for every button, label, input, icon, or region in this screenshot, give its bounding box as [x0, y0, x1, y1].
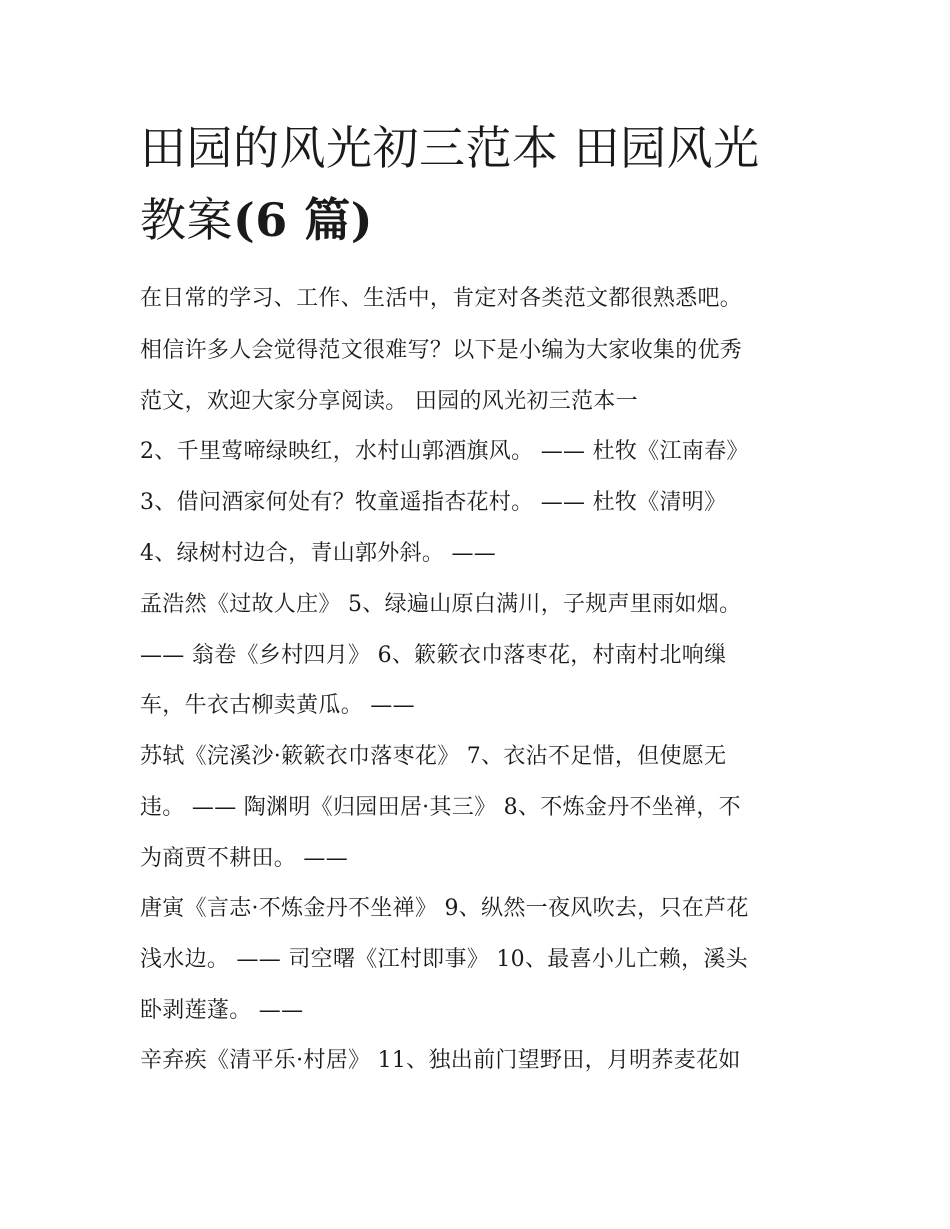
paragraph-line: 车，牛衣古柳卖黄瓜。 ——	[140, 693, 415, 718]
paragraph-line: 4、绿树村边合，青山郭外斜。 ——	[140, 541, 497, 566]
paragraph-line: 卧剥莲蓬。 ——	[140, 998, 304, 1023]
paragraph-line: 唐寅《言志·不炼金丹不坐禅》 9、纵然一夜风吹去，只在芦花	[140, 896, 749, 921]
paragraph-line: —— 翁卷《乡村四月》 6、簌簌衣巾落枣花，村南村北响缫	[140, 643, 727, 668]
title-line-2-prefix: 教案	[140, 193, 233, 247]
paragraph-line: 孟浩然《过故人庄》 5、绿遍山原白满川，子规声里雨如烟。	[140, 592, 742, 617]
paragraph-line: 相信许多人会觉得范文很难写？以下是小编为大家收集的优秀	[140, 338, 743, 363]
paragraph-line: 3、借问酒家何处有？牧童遥指杏花村。 —— 杜牧《清明》	[140, 490, 727, 515]
paragraph-line: 浅水边。 —— 司空曙《江村即事》 10、最喜小儿亡赖，溪头	[140, 947, 748, 972]
paragraph-line: 为商贾不耕田。 ——	[140, 846, 348, 871]
title-line-2-count: (6 篇)	[233, 193, 374, 247]
paragraph-line: 苏轼《浣溪沙·簌簌衣巾落枣花》 7、衣沾不足惜，但使愿无	[140, 744, 727, 769]
paragraph-line: 违。 —— 陶渊明《归园田居·其三》 8、不炼金丹不坐禅，不	[140, 795, 741, 820]
paragraph-line: 范文，欢迎大家分享阅读。 田园的风光初三范本一	[140, 389, 638, 414]
title-line-1: 田园的风光初三范本 田园风光	[140, 121, 760, 175]
paragraph-line: 在日常的学习、工作、生活中，肯定对各类范文都很熟悉吧。	[140, 286, 743, 311]
document-title	[140, 112, 830, 256]
paragraph-line: 2、千里莺啼绿映红，水村山郭酒旗风。 —— 杜牧《江南春》	[140, 439, 749, 464]
paragraph-line: 辛弃疾《清平乐·村居》 11、独出前门望野田，月明荞麦花如	[140, 1048, 741, 1073]
